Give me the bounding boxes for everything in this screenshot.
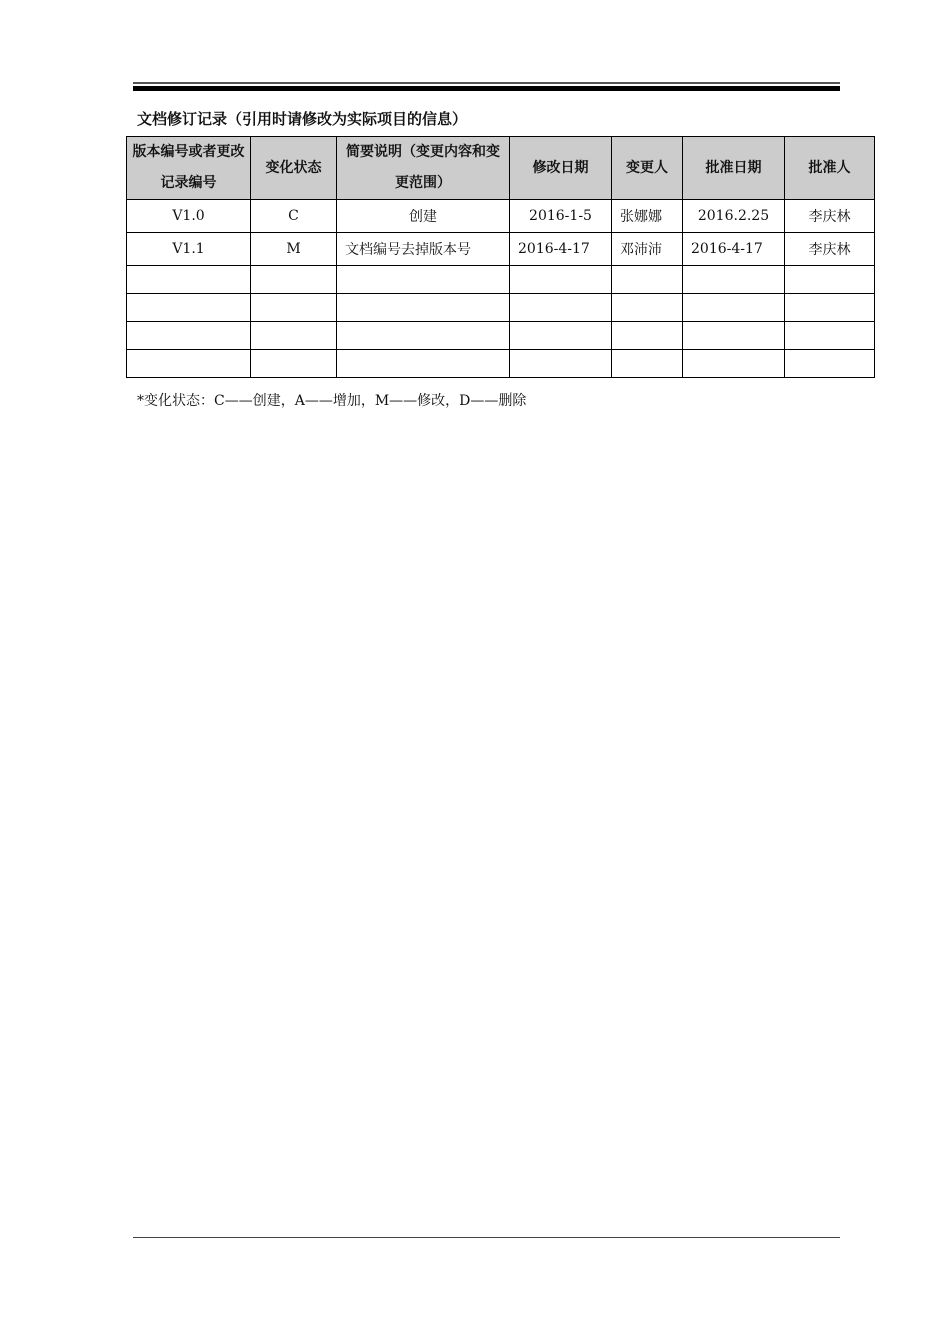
empty-cell	[127, 322, 251, 350]
empty-cell	[785, 350, 875, 378]
header-rule-thin	[133, 82, 840, 84]
empty-cell	[127, 350, 251, 378]
table-row-empty	[127, 294, 875, 322]
table-row	[127, 233, 875, 266]
section-title: 文档修订记录（引用时请修改为实际项目的信息）	[137, 110, 468, 128]
cell-description: 创建	[337, 200, 510, 233]
header-rule	[133, 82, 840, 92]
cell-version: V1.0	[127, 200, 251, 233]
cell-description: 文档编号去掉版本号	[337, 233, 510, 266]
empty-cell	[612, 266, 683, 294]
header-version: 版本编号或者更改记录编号	[127, 137, 251, 200]
revision-table	[126, 136, 875, 378]
cell-change-status: C	[251, 200, 337, 233]
empty-cell	[683, 350, 785, 378]
header-approve-date: 批准日期	[683, 137, 785, 200]
empty-cell	[251, 350, 337, 378]
header-modify-date: 修改日期	[510, 137, 612, 200]
empty-cell	[510, 350, 612, 378]
empty-cell	[510, 266, 612, 294]
empty-cell	[510, 294, 612, 322]
footer-rule	[133, 1237, 840, 1238]
empty-cell	[337, 294, 510, 322]
table-row	[127, 200, 875, 233]
header-approver: 批准人	[785, 137, 875, 200]
empty-cell	[612, 350, 683, 378]
empty-cell	[612, 294, 683, 322]
empty-cell	[785, 266, 875, 294]
header-rule-thick	[133, 86, 840, 91]
empty-cell	[127, 294, 251, 322]
empty-cell	[251, 322, 337, 350]
change-status-legend: *变化状态：C——创建，A——增加，M——修改，D——删除	[137, 393, 527, 409]
empty-cell	[127, 266, 251, 294]
header-description: 简要说明（变更内容和变更范围）	[337, 137, 510, 200]
cell-version: V1.1	[127, 233, 251, 266]
cell-changer: 张娜娜	[612, 200, 683, 233]
empty-cell	[683, 266, 785, 294]
empty-cell	[612, 322, 683, 350]
table-row-empty	[127, 266, 875, 294]
empty-cell	[337, 322, 510, 350]
empty-cell	[251, 266, 337, 294]
header-changer: 变更人	[612, 137, 683, 200]
empty-cell	[337, 350, 510, 378]
empty-cell	[785, 294, 875, 322]
empty-cell	[337, 266, 510, 294]
empty-cell	[251, 294, 337, 322]
empty-cell	[510, 322, 612, 350]
table-header-row	[127, 137, 875, 200]
cell-modify-date: 2016-1-5	[510, 200, 612, 233]
cell-approver: 李庆林	[785, 200, 875, 233]
empty-cell	[785, 322, 875, 350]
cell-modify-date: 2016-4-17	[510, 233, 612, 266]
table-row-empty	[127, 322, 875, 350]
header-change-status: 变化状态	[251, 137, 337, 200]
cell-approver: 李庆林	[785, 233, 875, 266]
empty-cell	[683, 322, 785, 350]
cell-approve-date: 2016-4-17	[683, 233, 785, 266]
cell-changer: 邓沛沛	[612, 233, 683, 266]
cell-change-status: M	[251, 233, 337, 266]
empty-cell	[683, 294, 785, 322]
table-row-empty	[127, 350, 875, 378]
cell-approve-date: 2016.2.25	[683, 200, 785, 233]
